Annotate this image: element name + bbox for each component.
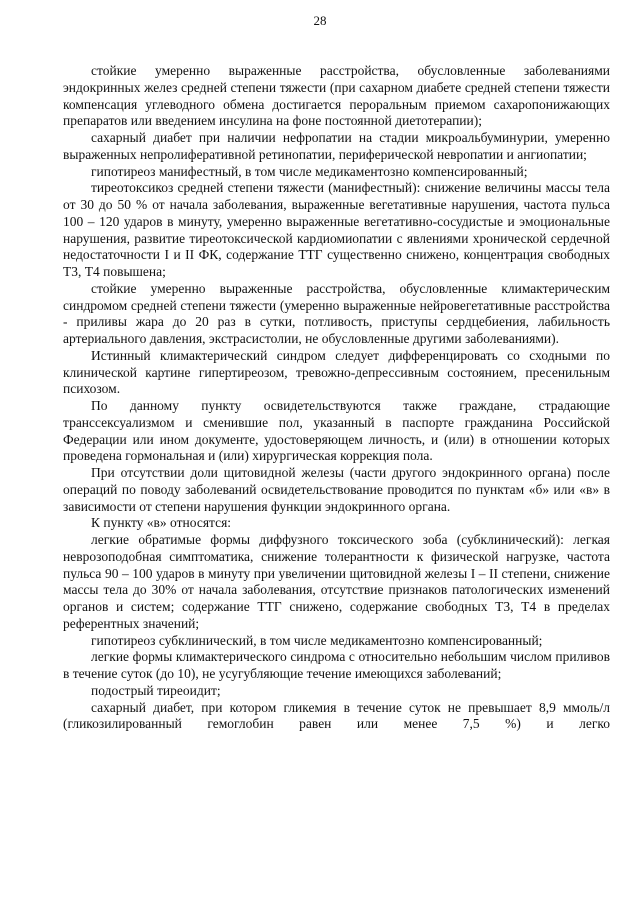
paragraph-14: сахарный диабет, при котором гликемия в течение суток не превышает 8,9 ммоль/л (гликозилированный гемоглобин равен или менее 7,5 %) и легко bbox=[63, 699, 610, 732]
paragraph-9: К пункту «в» относятся: bbox=[91, 515, 232, 531]
paragraph-6: Истинный климактерический синдром следует дифференцировать со сходными по клинической картине гипертиреозом, тревожно-депрессивным состоянием, пресенильным психозом. bbox=[63, 347, 610, 397]
paragraph-8: При отсутствии доли щитовидной железы (части другого эндокринного органа) после операций по поводу заболеваний освидетельствование проводится по пунктам «б» или «в» в зависимости от степени нарушения функции эндокринного органа. bbox=[63, 465, 610, 514]
paragraph-10: легкие обратимые формы диффузного токсического зоба (субклинический): легкая неврозоподобная симптоматика, снижение толерантности к физической нагрузке, частота пульса 90 – 100 ударов в минуту при увеличении щитовидной железы I – II степени, снижение массы тела до 30% от начала заболевания, отсутствие признаков патологических изменений органов и систем; содержание ТТГ снижено, содержание свободных Т3, Т4 в пределах референтных значений; bbox=[63, 532, 610, 631]
paragraph-12: легкие формы климактерического синдрома с относительно небольшим числом приливов в течение суток (до 10), не усугубляющие течение имеющихся заболеваний; bbox=[63, 649, 610, 681]
paragraph-1: стойкие умеренно выраженные расстройства, обусловленные заболеваниями эндокринных желез средней степени тяжести (при сахарном диабете средней степени тяжести компенсация углеводного обмена достигается пероральным приемом сахаропонижающих препаратов или введением инсулина на фоне постоянной диетотерапии); bbox=[63, 63, 610, 129]
paragraph-4: тиреотоксикоз средней степени тяжести (манифестный): снижение величины массы тела от 30 до 50 % от начала заболевания, выраженные вегетативные нарушения, частота пульса 100 – 120 ударов в минуту, умеренно выраженные вегетативно-сосудистые и эмоциональные нарушения, развитие тиреотоксической кардиомиопатии с явлениями хронической сердечной недостаточности I и II ФК, содержание ТТГ существенно снижено, концентрация свободных Т3, Т4 повышена; bbox=[63, 180, 610, 279]
scan-edge-artifact bbox=[380, 895, 540, 905]
paragraph-7: По данному пункту освидетельствуются также граждане, страдающие транссексуализмом и сменившие пол, указанный в паспорте гражданина Российской Федерации или ином документе, удостоверяющем личность, и (или) в отношении которых проведена гормональная и (или) хирургическая коррекция пола. bbox=[63, 398, 610, 464]
paragraph-13: подострый тиреоидит; bbox=[91, 682, 221, 698]
paragraph-5: стойкие умеренно выраженные расстройства, обусловленные климактерическим синдромом средней степени тяжести (умеренно выраженные нейровегетативные расстройства - приливы жара до 20 раз в сутки, потливость, приступы сердцебиения, лабильность артериального давления, экстрасистолии, не обусловленные другими заболеваниями). bbox=[63, 280, 610, 346]
paragraph-3: гипотиреоз манифестный, в том числе медикаментозно компенсированный; bbox=[91, 163, 528, 179]
paragraph-11: гипотиреоз субклинический, в том числе медикаментозно компенсированный; bbox=[91, 632, 543, 648]
page-number: 28 bbox=[313, 13, 327, 28]
document-body bbox=[63, 63, 610, 733]
paragraph-2: сахарный диабет при наличии нефропатии на стадии микроальбуминурии, умеренно выраженных непролиферативной ретинопатии, периферической невропатии и ангиопатии; bbox=[63, 130, 610, 162]
